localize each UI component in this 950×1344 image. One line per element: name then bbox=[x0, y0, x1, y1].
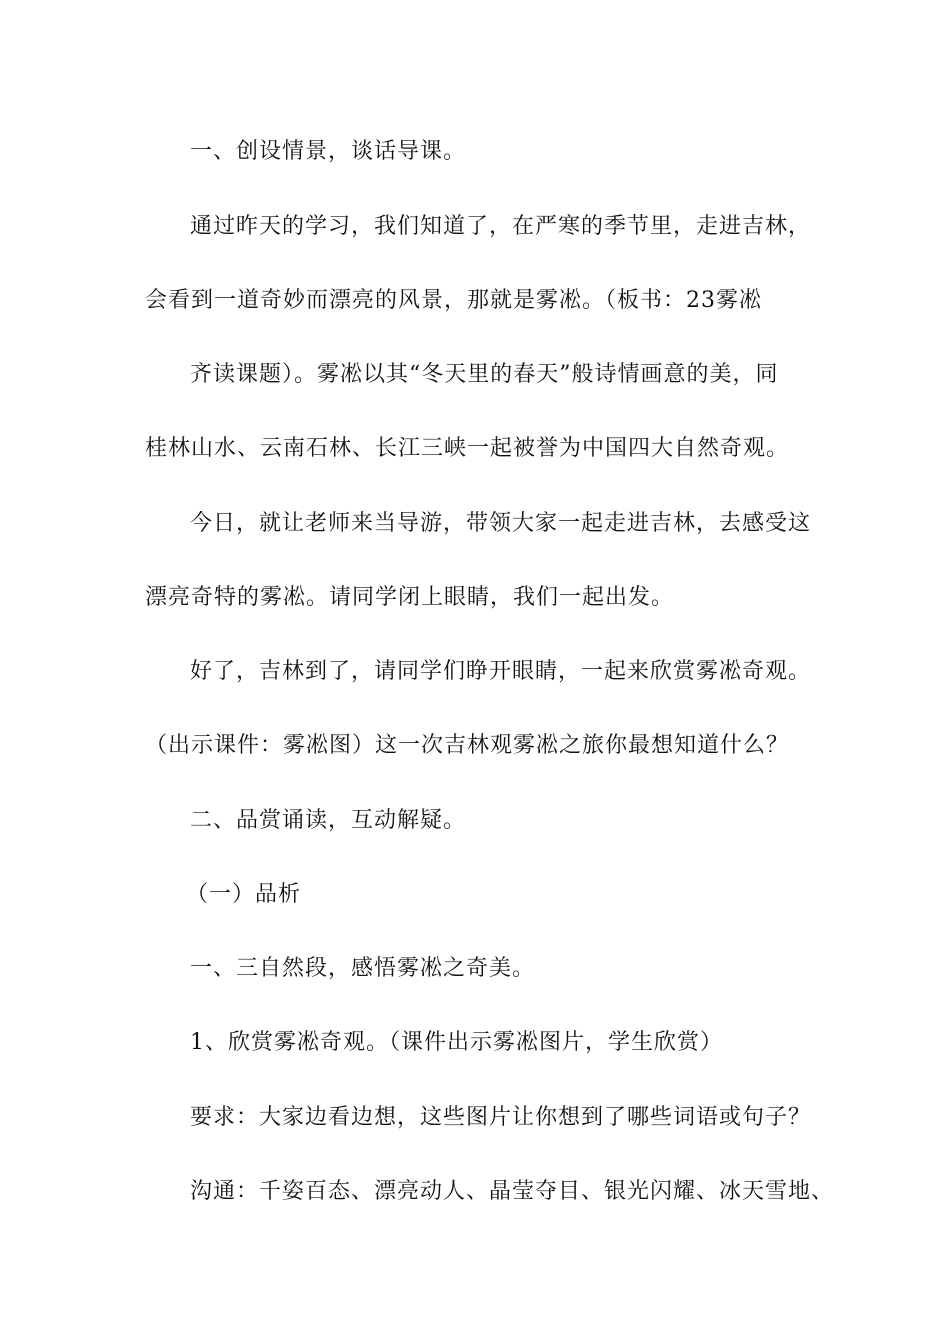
paragraph-line: 要求：大家边看边想，这些图片让你想到了哪些词语或句子？ bbox=[190, 1105, 812, 1130]
paragraph-line: 一、三自然段，感悟雾凇之奇美。 bbox=[190, 956, 536, 981]
paragraph-line: 今日，就让老师来当导游，带领大家一起走进吉林，去感受这 bbox=[190, 511, 812, 536]
section-heading-1: 一、创设情景，谈话导课。 bbox=[190, 139, 467, 164]
paragraph-line: 通过昨天的学习，我们知道了，在严寒的季节里，走进吉林， bbox=[190, 214, 812, 239]
paragraph-line: （出示课件：雾凇图）这一次吉林观雾凇之旅你最想知道什么？ bbox=[145, 733, 790, 758]
subsection-heading: （一）品析 bbox=[186, 882, 302, 907]
paragraph-line: 齐读课题）。雾凇以其“冬天里的春天”般诗情画意的美，同 bbox=[190, 362, 779, 387]
paragraph-line: 桂林山水、云南石林、长江三峡一起被誉为中国四大自然奇观。 bbox=[145, 436, 790, 461]
paragraph-line: 沟通：千姿百态、漂亮动人、晶莹夺目、银光闪耀、冰天雪地、 bbox=[190, 1179, 835, 1204]
paragraph-line: 好了，吉林到了，请同学们睁开眼睛，一起来欣赏雾凇奇观。 bbox=[190, 659, 812, 684]
paragraph-line: 会看到一道奇妙而漂亮的风景，那就是雾凇。（板书：23雾凇 bbox=[145, 288, 762, 313]
section-heading-2: 二、品赏诵读，互动解疑。 bbox=[190, 808, 467, 833]
paragraph-line: 1、欣赏雾凇奇观。（课件出示雾凇图片，学生欣赏） bbox=[190, 1030, 723, 1055]
paragraph-line: 漂亮奇特的雾凇。请同学闭上眼睛，我们一起出发。 bbox=[145, 585, 675, 610]
